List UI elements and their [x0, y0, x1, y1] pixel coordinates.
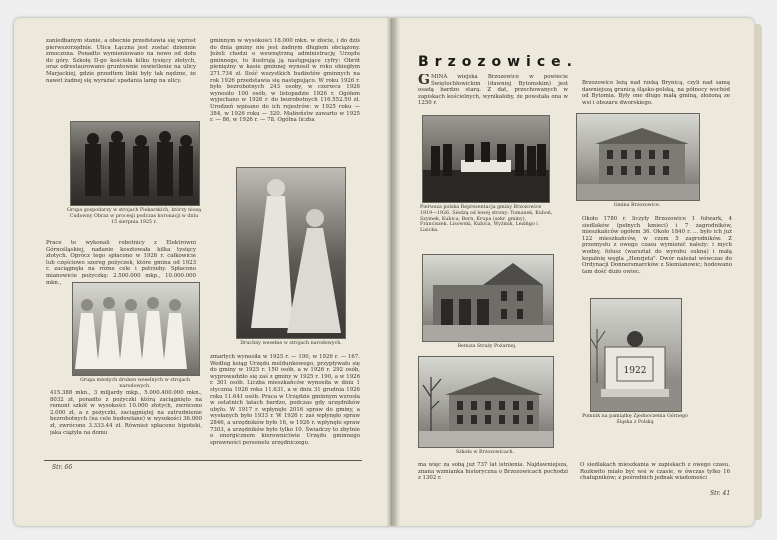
monument-date-text: 1922	[623, 366, 647, 376]
caption-council: Pierwsza polska Reprezentacja gminy Brzozowice 1919—1926. Siedzą od lewej strony: Tomanek, Kuboń, Szymek, Kubica, Bern, Krupa (sekr. gminy), Franciszek, Lisowski, Kubica, Wyżmik, Lezińgo i Lisicka.	[420, 205, 553, 234]
right-text-mid: Około 1780 r. liczyły Brzozowice 1 folwark, 4 siedlaków (pełnych kmieci) i 7 zagrodników, mieszkańców ogółem 36. Około 1840 r. ... było ich już 122 mieszkańców, w czem 5 zagrodników. Z przemysłu z owego czasu wymienić należy: i mych wodny, folusz (warsztat do wyrobu sukna) i małą kopalnię węgla „Henrjeta". Dwór należał wówczas do Ordynacji Donnersmarcków z Siemianowic; hodowano tam dość dużo owiec.	[582, 216, 732, 275]
photo-young-bridesmaids	[72, 282, 200, 376]
dropcap-letter: G	[418, 74, 430, 88]
left-text-top-left: zaniedbanym stanie, a obecnie przedstawia się wprost pierwszorzędnie. Ulica Łączna jest zostać dziennie zmoczona. Ponadto wymieniowano na nowo od dołu do góry. Szkołę II-go kościoła kilku tysięcy złotych, oraz odrestaurowano gruntownie oświetlenie na ulicy Marjackiej, gdzie przedtem linki były tak nędzne, że nawet żadnej się wyrażać spadania lamp na ulicy.	[46, 38, 196, 84]
caption-fire-station: Remiza Straży Pożarnej.	[457, 344, 517, 349]
monument-shape	[591, 299, 681, 411]
page-edges	[754, 24, 762, 520]
caption-young-bridesmaids: Grupa młodych druhen weselnych w strojach narodowych.	[80, 378, 190, 389]
right-page	[392, 18, 754, 526]
left-footer-rule	[44, 460, 362, 461]
left-page-number: Str. 66	[52, 464, 73, 471]
photo-school	[418, 356, 554, 448]
right-text-bottom-right: O siedlakach mieszkania w zapiskach z owego czasu. Rozkwito miało być wsi w czasie, w ówczas tylko 16 chałupników; z pośrednich jednak wiadomości	[580, 462, 730, 482]
right-page-number: Str. 41	[710, 490, 731, 497]
left-text-bottom-right: zmarłych wynosiła w 1925 r. — 190, w 1926 r. — 167. Według ksiąg Urzędu meldunkowego, przypływało się do gminy w 1925 r. 150 osób, a w 1926 r. 292 osób, wyprowadziło się zaś z gminy w 1925 r. 190, a w 1926 r. 301 osób. Liczba mieszkańców wynosiła w dniu 1 stycznia 1926 roku 11.631, a w dniu 31 grudnia 1926 roku 11.641 osób. Praca w Urzędzie gminnym wzrosła w ostatnich latach bardzo, podczas gdy urzędników ubyło. W 1917 r. wpłynęło 2016 spraw do gminy, a wysłanych było 1933 r. W 1926 r. zaś wpłynęło spraw 2846, a urzędników było 16, w 1926 r. wpłynęło spraw 7303, a urzędników było tylko 10. Świadczy to zbytnie o energicznem kierownictwie Urzędu gminnego sprawności personelu urzędniczego.	[210, 354, 360, 446]
caption-monument: Pomnik na pamiątkę Zjednoczenia Górnego Śląska z Polską	[582, 414, 688, 425]
photo-fire-station	[422, 254, 554, 342]
left-text-top-right: gminnym w wysokości 18.000 mkn. w złocie, i do dziś do dnia gminy nie jest żadnym długiem obciążony. Jeżeli chodzi o wewnętrzną administrację Urzędu gminnego, to ilustrują ją następujące cyfry: Obrót pieniężny w kasie gminnej wynosił w roku obiegłym 271.734 zł. Ilość wszystkich budżetów gminnych na rok 1926 przedstawia się następująco. W roku 1926 r. było bezrobotnych 243 osoby, w czerwcu 1926 wynosiło 100 osób, w listopadzie 1926 r. Ogółem wyjechano w 1926 r. do bezrobotnych 116.552.50 zł. Urodzeń wpisano do ich rejestrów: w 1925 roku — 384, w 1926 roku — 320. Małżeństw zawarto w 1925 r. — 86, w 1926 r. — 78. Ogólna liczba	[210, 38, 360, 124]
caption-bridesmaids: Druchny weselne w strojach narodowych.	[240, 341, 342, 346]
caption-farmers: Grupa gospodarzy w strojach Piekarskich, którzy niosą Cudowny Obraz w procesji podczas koronacji w dniu 15 sierpnia 1925 r.	[67, 208, 201, 225]
fire-station-building	[423, 255, 553, 341]
bridesmaids-figures	[237, 168, 345, 338]
photo-municipal-office	[576, 113, 700, 201]
caption-school: Szkoła w Brzozowicach.	[455, 450, 515, 455]
council-figures	[423, 116, 549, 202]
right-text-bottom-left: ma więc za sobą już 737 lat istnienia. Najdawniejsza, znana wzmianka historyczna o Brzozowicach pochodzi z 1302 r.	[418, 462, 568, 482]
left-text-bottom-left: 415.388 mkn., 3 miljardy mkp., 5.000.400.000 mkn., 8032 zł, ponadto z pożyczki którą zaciągnięto na remont szkół w wysokości 10.000 złotych, zwrócono 2.000 zł, a z pożyczki, zaciągniętej na zatrudnienie bezrobotnych (na cele budowlane) w wysokości 36.000 zł, zwrócono 3.333.44 zł. Również spłacono hipoteki, jaka ciążyła na domu	[50, 390, 202, 436]
chapter-title: Brzozowice.	[418, 54, 578, 70]
right-intro-left	[418, 74, 568, 118]
caption-office: Gmina Brzozowice.	[613, 203, 661, 208]
photo-group-farmers	[70, 121, 200, 206]
farmers-figures	[71, 122, 199, 205]
photo-monument	[590, 298, 682, 412]
photo-bridesmaids-pair	[236, 167, 346, 339]
right-intro-right: Brzozowice leżą nad rzeką Brynicą, czyli nad samą dawniejszą granicą śląsko-polską, na północy wschód od Bytomia. Były one długo małą gminą, złożoną ze wsi i obszaru dworskiego.	[582, 80, 730, 106]
intro-left-text: MINA wiejska Brzozowice w powiecie Świętochłowickim (dawniej Bytomskim) jest osadą bardzo starą. Z dat, przechowanych w zapiskach kościelnych, wynikałoby, że powstała ona w 1250 r.	[418, 74, 568, 107]
left-text-mid: Prace te wykonali robotnicy z Elektrowni Górnośląskiej, nadanie kosztowała kilka tysięcy złotych. Oprócz tego spłacono w 1926 r. całkowicie lub częściowo szereg pożyczek, które gmina od 1923 r. zaciągnęła na różne cele i potrzeby. Spłacono mianowicie pożyczkę: 2.500.000 mkp., 10.000.000 mkn.,	[46, 240, 196, 286]
book-gutter	[386, 18, 400, 526]
photo-council	[422, 115, 550, 203]
school-building	[419, 357, 553, 447]
left-page	[14, 18, 392, 526]
book-spread	[14, 18, 762, 526]
office-building	[577, 114, 699, 200]
young-bridesmaids-figures	[73, 283, 199, 375]
